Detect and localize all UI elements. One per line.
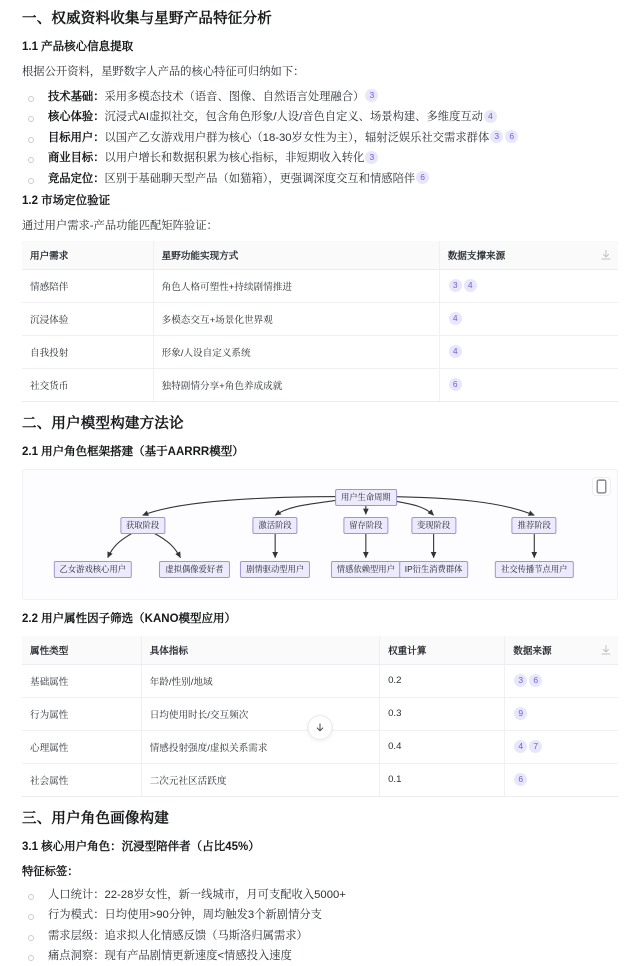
section-1-heading: 一、权威资料收集与星野产品特征分析 [22,11,272,27]
table-header-cell: 数据来源 [505,636,618,665]
scroll-to-bottom-button[interactable] [308,715,333,740]
list-item [22,130,618,148]
list-item [22,171,618,189]
diagram-node-segment[interactable]: 乙女游戏核心用户 [54,561,132,578]
table-row [22,270,618,303]
table-cell-citations [439,336,618,369]
list-item [22,89,618,107]
citation-chip[interactable]: 6 [514,773,527,786]
section-2-heading: 二、用户模型构建方法论 [22,416,184,433]
list-item-text: 需求层级：追求拟人化情感反馈（马斯洛归属需求） [48,929,308,942]
citation-chip[interactable]: 3 [449,279,462,292]
table-cell: 社会属性 [22,763,141,796]
table-row [22,369,618,402]
arrow-down-icon [315,722,326,733]
list-item [22,109,618,127]
table-cell: 情感陪伴 [22,270,153,303]
table-cell-citations [439,270,618,303]
citation-chip[interactable]: 9 [514,707,527,720]
table-cell: 0.1 [380,763,505,796]
section-2-1-heading: 2.1 用户角色框架搭建（基于AARRR模型） [22,445,244,458]
list-item-label: 目标用户： [48,131,105,144]
table-cell-citations [505,730,618,763]
table-cell: 独特剧情分享+角色养成成就 [153,369,439,402]
section-1-2-heading: 1.2 市场定位验证 [22,195,111,208]
list-item-text: 区别于基础聊天型产品（如猫箱），更强调深度交互和情感陪伴 [104,172,416,185]
citation-chip[interactable]: 3 [365,151,378,164]
persona-feature-list [22,887,618,966]
table-header-row [22,636,618,665]
citation-chip[interactable]: 3 [365,89,378,102]
list-item [22,948,618,966]
table-header-row [22,241,618,270]
table-cell: 0.2 [380,664,505,697]
list-item-label: 核心体验： [48,111,105,124]
table-header-cell: 具体指标 [141,636,379,665]
citation-chip[interactable]: 4 [449,345,462,358]
section-3-1-heading: 3.1 核心用户角色：沉浸型陪伴者（占比45%） [22,840,260,853]
list-item [22,887,618,905]
list-item-label: 竞品定位： [48,172,105,185]
diagram-node-stage[interactable]: 激活阶段 [253,517,298,534]
citation-chip[interactable]: 6 [505,130,518,143]
table-header-cell: 数据支撑来源 [439,241,618,270]
list-item [22,928,618,946]
download-icon[interactable] [600,249,612,261]
list-item-text: 以用户增长和数据积累为核心指标，非短期收入转化 [104,152,365,165]
table-cell: 行为属性 [22,697,141,730]
table-cell: 自我投射 [22,336,153,369]
diagram-node-segment[interactable]: 剧情驱动型用户 [240,561,310,578]
list-item [22,907,618,925]
section-3-heading: 三、用户角色画像构建 [22,810,169,827]
table-row [22,763,618,796]
table-row [22,303,618,336]
table-cell: 日均使用时长/交互频次 [141,697,379,730]
table-cell-citations [439,303,618,336]
diagram-node-stage[interactable]: 获取阶段 [120,517,165,534]
citation-chip[interactable]: 6 [449,378,462,391]
table-cell: 形象/人设自定义系统 [153,336,439,369]
table-cell-citations [505,697,618,730]
table-cell: 多模态交互+场景化世界观 [153,303,439,336]
table-cell: 基础属性 [22,664,141,697]
user-lifecycle-diagram [22,469,618,600]
table-cell: 0.3 [380,697,505,730]
list-item [22,150,618,168]
copy-icon [593,478,610,495]
list-item-text: 痛点洞察：现有产品剧情更新速度<情感投入速度 [48,950,292,963]
citation-chip[interactable]: 4 [484,110,497,123]
section-1-1-lead: 根据公开资料，星野数字人产品的核心特征可归纳如下： [22,65,305,78]
table-header-cell: 用户需求 [22,241,153,270]
citation-chip[interactable]: 7 [529,740,542,753]
citation-chip[interactable]: 4 [449,312,462,325]
table-row [22,664,618,697]
list-item-label: 商业目标： [48,152,105,165]
list-item-text: 采用多模态技术（语音、图像、自然语言处理融合） [104,90,365,103]
table-header-cell: 权重计算 [380,636,505,665]
section-1-2-lead: 通过用户需求-产品功能匹配矩阵验证： [22,220,218,233]
diagram-connectors [23,470,617,599]
diagram-node-segment[interactable]: 虚拟偶像爱好者 [159,561,229,578]
citation-chip[interactable]: 6 [416,171,429,184]
citation-chip[interactable]: 3 [490,130,503,143]
table-cell: 心理属性 [22,730,141,763]
table-cell-citations [439,369,618,402]
diagram-node-segment[interactable]: 情感依赖型用户 [331,561,401,578]
table-cell: 沉浸体验 [22,303,153,336]
list-item-text: 沉浸式AI虚拟社交，包含角色形象/人设/音色自定义、场景构建、多维度互动 [104,111,483,124]
table-cell: 社交货币 [22,369,153,402]
table-cell-citations [505,763,618,796]
list-item-text: 行为模式：日均使用>90分钟，周均触发3个新剧情分支 [48,909,322,922]
section-1-1-heading: 1.1 产品核心信息提取 [22,40,134,53]
citation-chip[interactable]: 3 [514,674,527,687]
section-2-2-heading: 2.2 用户属性因子筛选（KANO模型应用） [22,612,237,625]
market-matrix-table [22,241,618,402]
table-header-cell: 星野功能实现方式 [153,241,439,270]
table-cell-citations [505,664,618,697]
diagram-node-stage[interactable]: 推荐阶段 [512,517,557,534]
diagram-node-segment[interactable]: IP衍生消费群体 [399,561,469,578]
table-cell: 情感投射强度/虚拟关系需求 [141,730,379,763]
citation-chip[interactable]: 4 [514,740,527,753]
diagram-node-stage[interactable]: 变现阶段 [411,517,456,534]
market-matrix-table-wrapper [22,241,618,402]
table-cell: 角色人格可塑性+持续剧情推进 [153,270,439,303]
product-feature-list [22,89,618,189]
table-cell: 0.4 [380,730,505,763]
table-cell: 年龄/性别/地域 [141,664,379,697]
diagram-node-segment[interactable]: 社交传播节点用户 [495,561,573,578]
citation-chip[interactable]: 4 [464,279,477,292]
diagram-node-stage[interactable]: 留存阶段 [343,517,388,534]
table-header-cell: 属性类型 [22,636,141,665]
feature-tags-label: 特征标签： [22,865,79,878]
list-item-text: 以国产乙女游戏用户群为核心（18-30岁女性为主），辐射泛娱乐社交需求群体 [104,131,490,144]
copy-diagram-button[interactable] [592,477,611,496]
diagram-node-root[interactable]: 用户生命周期 [335,489,397,506]
list-item-text: 人口统计：22-28岁女性，新一线城市，月可支配收入5000+ [48,888,346,901]
table-row [22,336,618,369]
citation-chip[interactable]: 6 [529,674,542,687]
table-cell: 二次元社区活跃度 [141,763,379,796]
download-icon[interactable] [600,644,612,656]
list-item-label: 技术基础： [48,90,105,103]
